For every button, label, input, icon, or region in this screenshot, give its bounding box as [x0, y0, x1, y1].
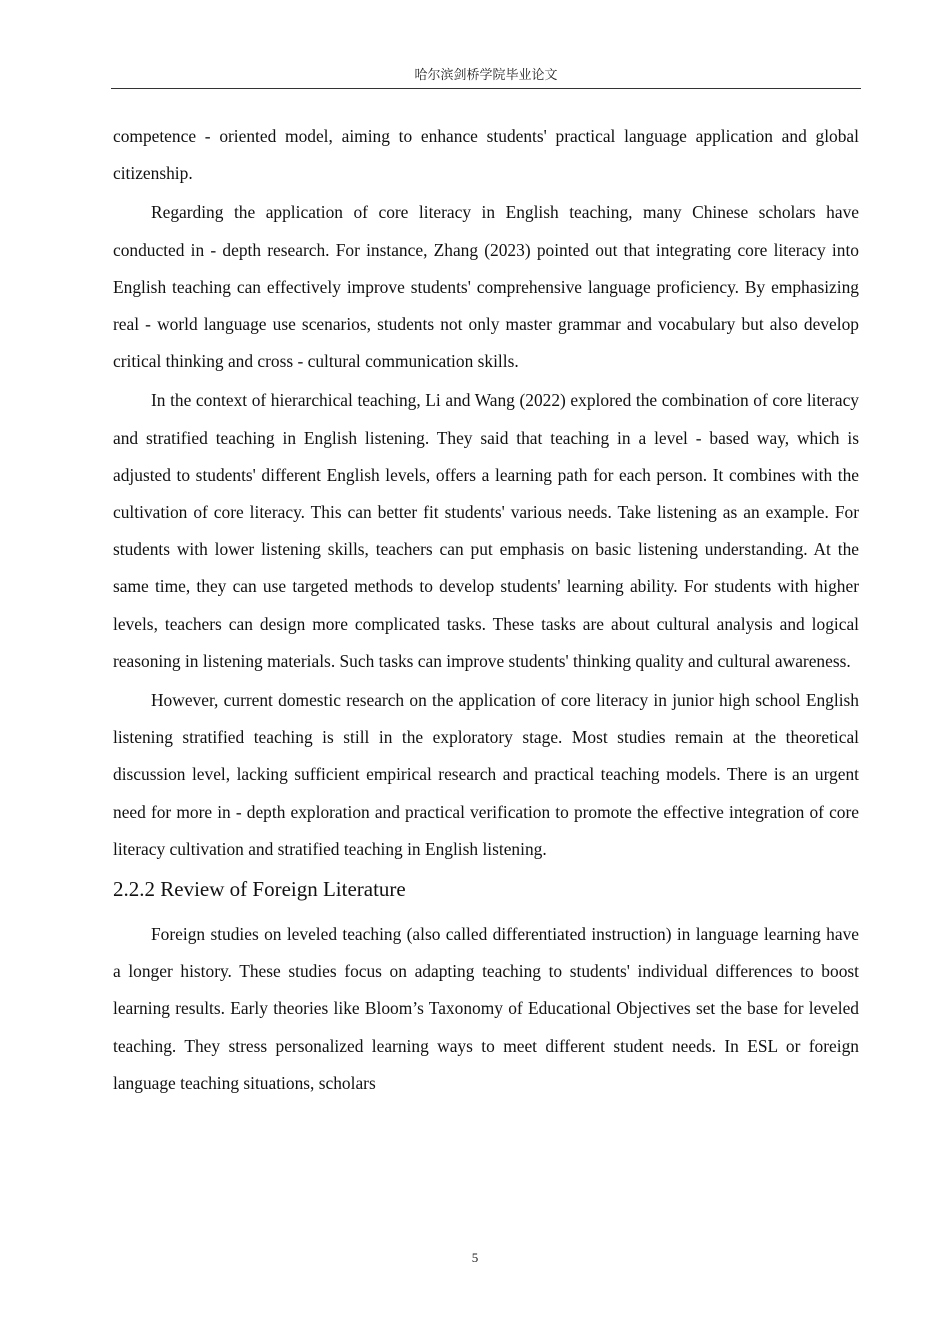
paragraph-domestic-research: However, current domestic research on the application of core literacy in junior high school English listening stratified teaching is still in the exploratory stage. Most studies remain at the theoretical discussion level, lacking sufficient empirical research and practical teaching models. There is an urgent need for more in - depth exploration and practical verification to promote the effective integration of core literacy cultivation and stratified teaching in English listening.: [113, 690, 859, 859]
running-header: [111, 66, 861, 89]
paragraph-hierarchical-teaching: In the context of hierarchical teaching, Li and Wang (2022) explored the combination of core literacy and stratified teaching in English listening. They said that teaching in a level - based way, which is adjusted to students' different English levels, offers a learning path for each person. It combines with the cultivation of core literacy. This can better fit students' various needs. Take listening as an example. For students with lower listening skills, teachers can put emphasis on basic listening understanding. At the same time, they can use targeted methods to develop students' learning ability. For students with higher levels, teachers can design more complicated tasks. These tasks are about cultural analysis and logical reasoning in listening materials. Such tasks can improve students' thinking quality and cultural awareness.: [113, 390, 859, 671]
body-text: [113, 118, 859, 1104]
paragraph-continuation: competence - oriented model, aiming to enhance students' practical language application and global citizenship.: [113, 126, 859, 184]
header-title: 哈尔滨剑桥学院毕业论文: [414, 68, 558, 83]
page-number-text: 5: [471, 1250, 479, 1265]
paragraph-chinese-scholars: Regarding the application of core literacy in English teaching, many Chinese scholars have conducted in - depth research. For instance, Zhang (2023) pointed out that integrating core literacy into English teaching can effectively improve students' comprehensive language proficiency. By emphasizing real - world language use scenarios, students not only master grammar and vocabulary but also develop critical thinking and cross - cultural communication skills.: [113, 202, 859, 372]
section-heading: 2.2.2 Review of Foreign Literature: [113, 877, 406, 902]
page-number: [0, 1249, 950, 1267]
paragraph-foreign-studies: Foreign studies on leveled teaching (also called differentiated instruction) in language learning have a longer history. These studies focus on adapting teaching to students' individual differences to boost learning results. Early theories like Bloom’s Taxonomy of Educational Objectives set the base for leveled teaching. They stress personalized learning ways to meet different student needs. In ESL or foreign language teaching situations, scholars: [113, 924, 859, 1093]
